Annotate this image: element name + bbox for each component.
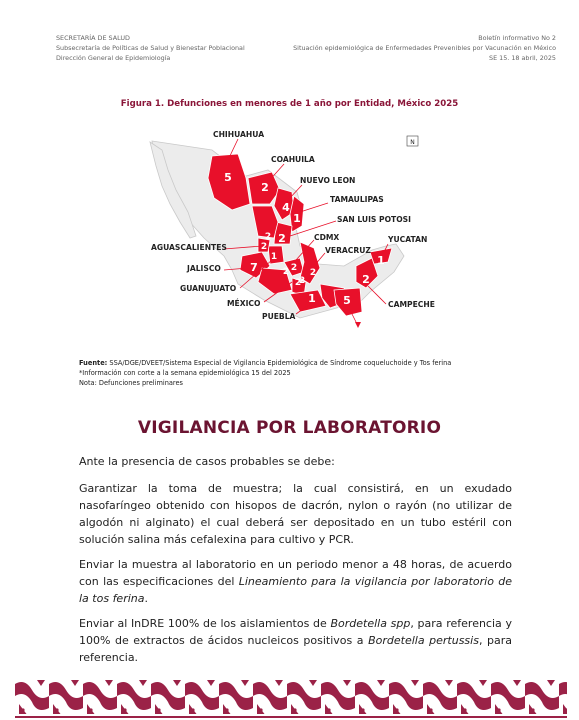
paragraph-text: , para referencia. — [79, 634, 512, 664]
count-slp: 2 — [278, 232, 286, 245]
count-coahuila: 2 — [261, 181, 269, 194]
count-extra: 2 — [264, 232, 272, 242]
header-left-line: SECRETARÍA DE SALUD — [56, 34, 130, 42]
count-extra: 2 — [282, 267, 290, 277]
paragraph-sampling: Garantizar la toma de muestra; la cual consistirá, en un exudado nasofaríngeo obtenido con hisopos de dacrón, nylon o rayón (no utilizar de algodón ni alginato) el cual deberá ser depositado en un tubo estéril con solución salina más cefalexina para cultivo y PCR. — [79, 482, 512, 546]
source-text: SSA/DGE/DVEET/Sistema Especial de Vigilancia Epidemiológica de Síndrome coqueluchoide y Tos ferina — [107, 359, 452, 367]
arrow-icon — [355, 322, 361, 328]
decorative-footer-band — [0, 680, 579, 720]
paragraph-shipping — [79, 556, 512, 607]
label-cdmx: CDMX — [314, 233, 340, 242]
north-arrow-label: N — [410, 139, 415, 146]
label-aguascalientes: AGUASCALIENTES — [151, 243, 227, 252]
preliminary-note: Nota: Defunciones preliminares — [79, 378, 183, 387]
species-name: Bordetella spp — [330, 617, 411, 630]
figure-title: Figura 1. Defunciones en menores de 1 año por Entidad, México 2025 — [120, 99, 459, 109]
header-right-line: Situación epidemiológica de Enfermedades Prevenibles por Vacunación en México — [293, 44, 556, 52]
source-label: Fuente: — [79, 359, 108, 367]
cutoff-note: *Información con corte a la semana epidemiológica 15 del 2025 — [79, 368, 291, 377]
count-extra: 2 — [298, 276, 306, 286]
paragraph-text: , para referencia y 100% de extractos de ácidos nucleicos positivos a — [79, 617, 512, 647]
guideline-title: Lineamiento para la vigilancia por laboratorio de la tos ferina — [79, 575, 512, 605]
leader-line — [368, 286, 386, 304]
figure-notes — [79, 359, 451, 388]
count-guanajuato: 1 — [270, 252, 278, 262]
header-right-line: Boletín informativo No 2 — [478, 34, 556, 42]
count-cdmx: 2 — [290, 263, 298, 273]
paragraph-text: Enviar la muestra al laboratorio en un periodo menor a 48 horas, de acuerdo con las especificaciones del — [79, 558, 512, 588]
footer-pattern — [15, 680, 567, 714]
label-tamaulipas: TAMAULIPAS — [330, 195, 384, 204]
count-nuevo-leon: 4 — [282, 201, 290, 214]
paragraph-intro: Ante la presencia de casos probables se debe: — [79, 455, 335, 468]
count-puebla: 1 — [308, 292, 316, 305]
header-left-line: Subsecretaría de Políticas de Salud y Bienestar Poblacional — [56, 44, 245, 52]
header-right-line: SE 15. 18 abril, 2025 — [489, 54, 556, 62]
source-line — [79, 359, 451, 369]
label-slp: SAN LUIS POTOSI — [337, 215, 411, 224]
count-aguascalientes: 2 — [260, 242, 268, 252]
count-yucatan: 1 — [377, 254, 385, 267]
label-yucatan: YUCATAN — [388, 235, 428, 244]
label-guanajuato: GUANUJUATO — [180, 284, 237, 293]
paragraph-text: Enviar al InDRE 100% de los aislamientos de — [79, 617, 331, 630]
label-veracruz: VERACRUZ — [325, 246, 371, 255]
label-mexico: MÉXICO — [227, 299, 261, 308]
label-campeche: CAMPECHE — [388, 300, 435, 309]
count-campeche: 2 — [362, 273, 370, 286]
paragraph-text: . — [144, 592, 148, 605]
header-left-line: Dirección General de Epidemiología — [56, 54, 171, 62]
label-puebla: PUEBLA — [262, 312, 296, 321]
count-mexico: 2 — [294, 278, 302, 288]
label-chihuahua: CHIHUAHUA — [213, 130, 265, 139]
section-title: VIGILANCIA POR LABORATORIO — [137, 418, 442, 438]
species-name: Bordetella pertussis — [368, 634, 479, 647]
footer-rule — [15, 716, 567, 718]
count-jalisco: 7 — [250, 261, 258, 274]
paragraph-indre — [79, 615, 512, 666]
label-nuevo-leon: NUEVO LEON — [300, 176, 356, 185]
count-tamaulipas: 1 — [293, 212, 301, 225]
count-chihuahua: 5 — [224, 171, 232, 184]
label-coahuila: COAHUILA — [271, 155, 315, 164]
mexico-map — [0, 0, 579, 355]
count-veracruz: 2 — [309, 268, 317, 278]
count-chiapas: 5 — [343, 294, 351, 307]
label-jalisco: JALISCO — [187, 264, 221, 273]
